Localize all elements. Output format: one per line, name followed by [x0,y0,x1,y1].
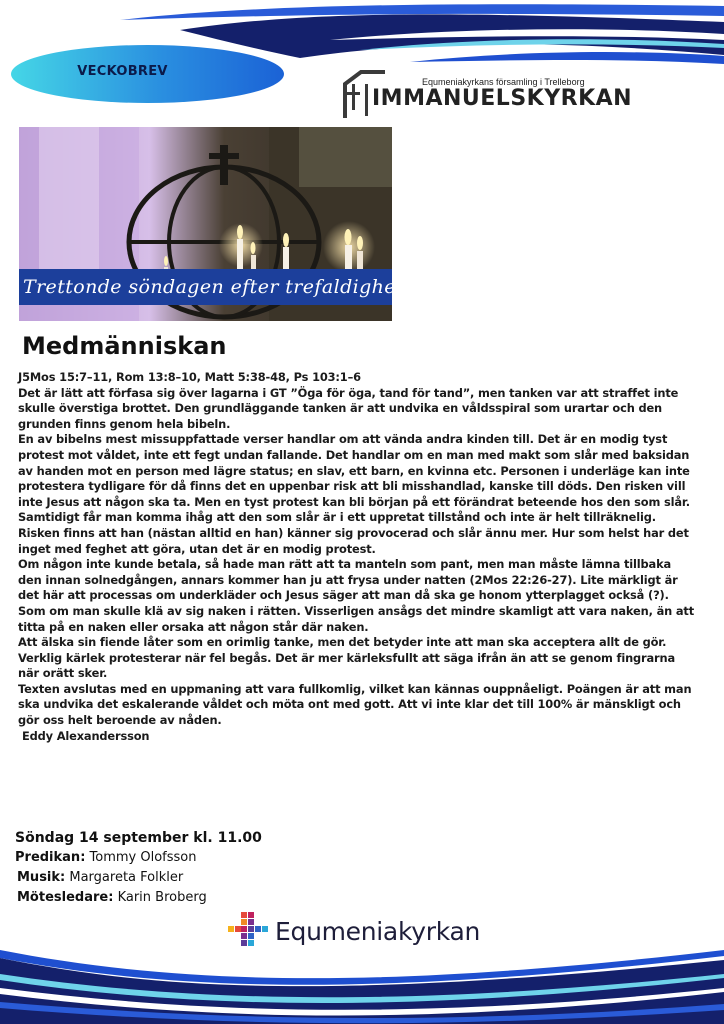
article-body [18,370,698,744]
article-paragraph: Om någon inte kunde betala, så hade man rätt att ta manteln som pant, men man måste lämna tillbaka den innan solnedgången, annars kommer han ju att frysa under natten (2Mos 22:26-27). Lite märkligt är det här att processas om underkläder och Jesus säger att man då ska ge honom ytterplagget också (?). Som om man skulle klä av sig naken i rätten. Visserligen ansågs det mindre skamligt att vara naken, än att titta på en naken eller orsaka att någon står där naken. [18,557,695,634]
article-paragraph: Det är lätt att förfasa sig över lagarna i GT ”Öga för öga, tand för tand”, men tanken var att straffet inte skulle överstiga brottet. Den grundläggande tanken är att undvika en våldsspiral som urartar och den grunden finns genom hela bibeln. [18,385,679,431]
service-preacher-row [15,848,262,868]
service-host-row [15,888,262,908]
service-music-row [15,868,262,888]
article-paragraph: Att älska sin fiende låter som en orimlig tanke, men det betyder inte att man ska acceptera allt de gör. Verklig kärlek protesterar när fel begås. Det är mer kärleksfullt att säga ifrån än att se genom fingrarna när orätt sker. [18,635,676,681]
music-name: Margareta Folkler [69,870,184,885]
equmeniakyrkan-wordmark: Equmeniakyrkan [275,917,481,946]
host-label: Mötesledare: [17,890,114,905]
newsletter-badge-label: VECKOBREV [77,64,168,79]
article-title: Medmänniskan [22,332,227,360]
preacher-name: Tommy Olofsson [89,850,197,865]
church-subtitle: Equmeniakyrkans församling i Trelleborg [422,77,585,87]
host-name: Karin Broberg [117,890,207,905]
preacher-label: Predikan: [15,850,86,865]
bible-references: J5Mos 15:7–11, Rom 13:8–10, Matt 5:38-48, Ps 103:1–6 [18,370,361,384]
bottom-wave-decoration [0,930,724,1024]
music-label: Musik: [17,870,66,885]
sunday-banner-title: Trettonde söndagen efter trefaldighet [23,276,404,298]
article-paragraph: En av bibelns mest missuppfattade verser handlar om att vända andra kinden till. Det är en modig tyst protest mot våldet, inte ett fegt undan fallande. Det handlar om en man med makt som slår med baksidan av handen mot en person med lägre status; en slav, ett barn, en kvinna etc. Personen i underläge kan inte protestera tydligare för då finns det en uppenbar risk att bli misshandlad, kanske till döds. Den risken vill inte Jesus att någon ska ta. Men en tyst protest kan bli början på ett förändrat beteende hos den som slår. Samtidigt får man komma ihåg att den som slår är i ett uppretat tillstånd och inte är helt tillräknelig. Risken finns att han (nästan alltid en han) känner sig provocerad och slår ännu mer. Hur som helst har det inget med feghet att göra, utan det är en modig protest. [18,432,690,556]
church-name: IMMANUELSKYRKAN [372,86,633,111]
article-author: Eddy Alexandersson [22,728,150,743]
service-date: Söndag 14 september kl. 11.00 [15,830,262,846]
newsletter-badge [11,45,284,103]
article-paragraph: Texten avslutas med en uppmaning att vara fullkomlig, vilket kan kännas ouppnåeligt. Poängen är att man ska undvika det eskalerande våldet och möta ont med gott. Att vi inte klar det till 100% är mänskligt och gör oss helt beroende av nåden. [18,681,692,728]
service-info [15,828,262,908]
